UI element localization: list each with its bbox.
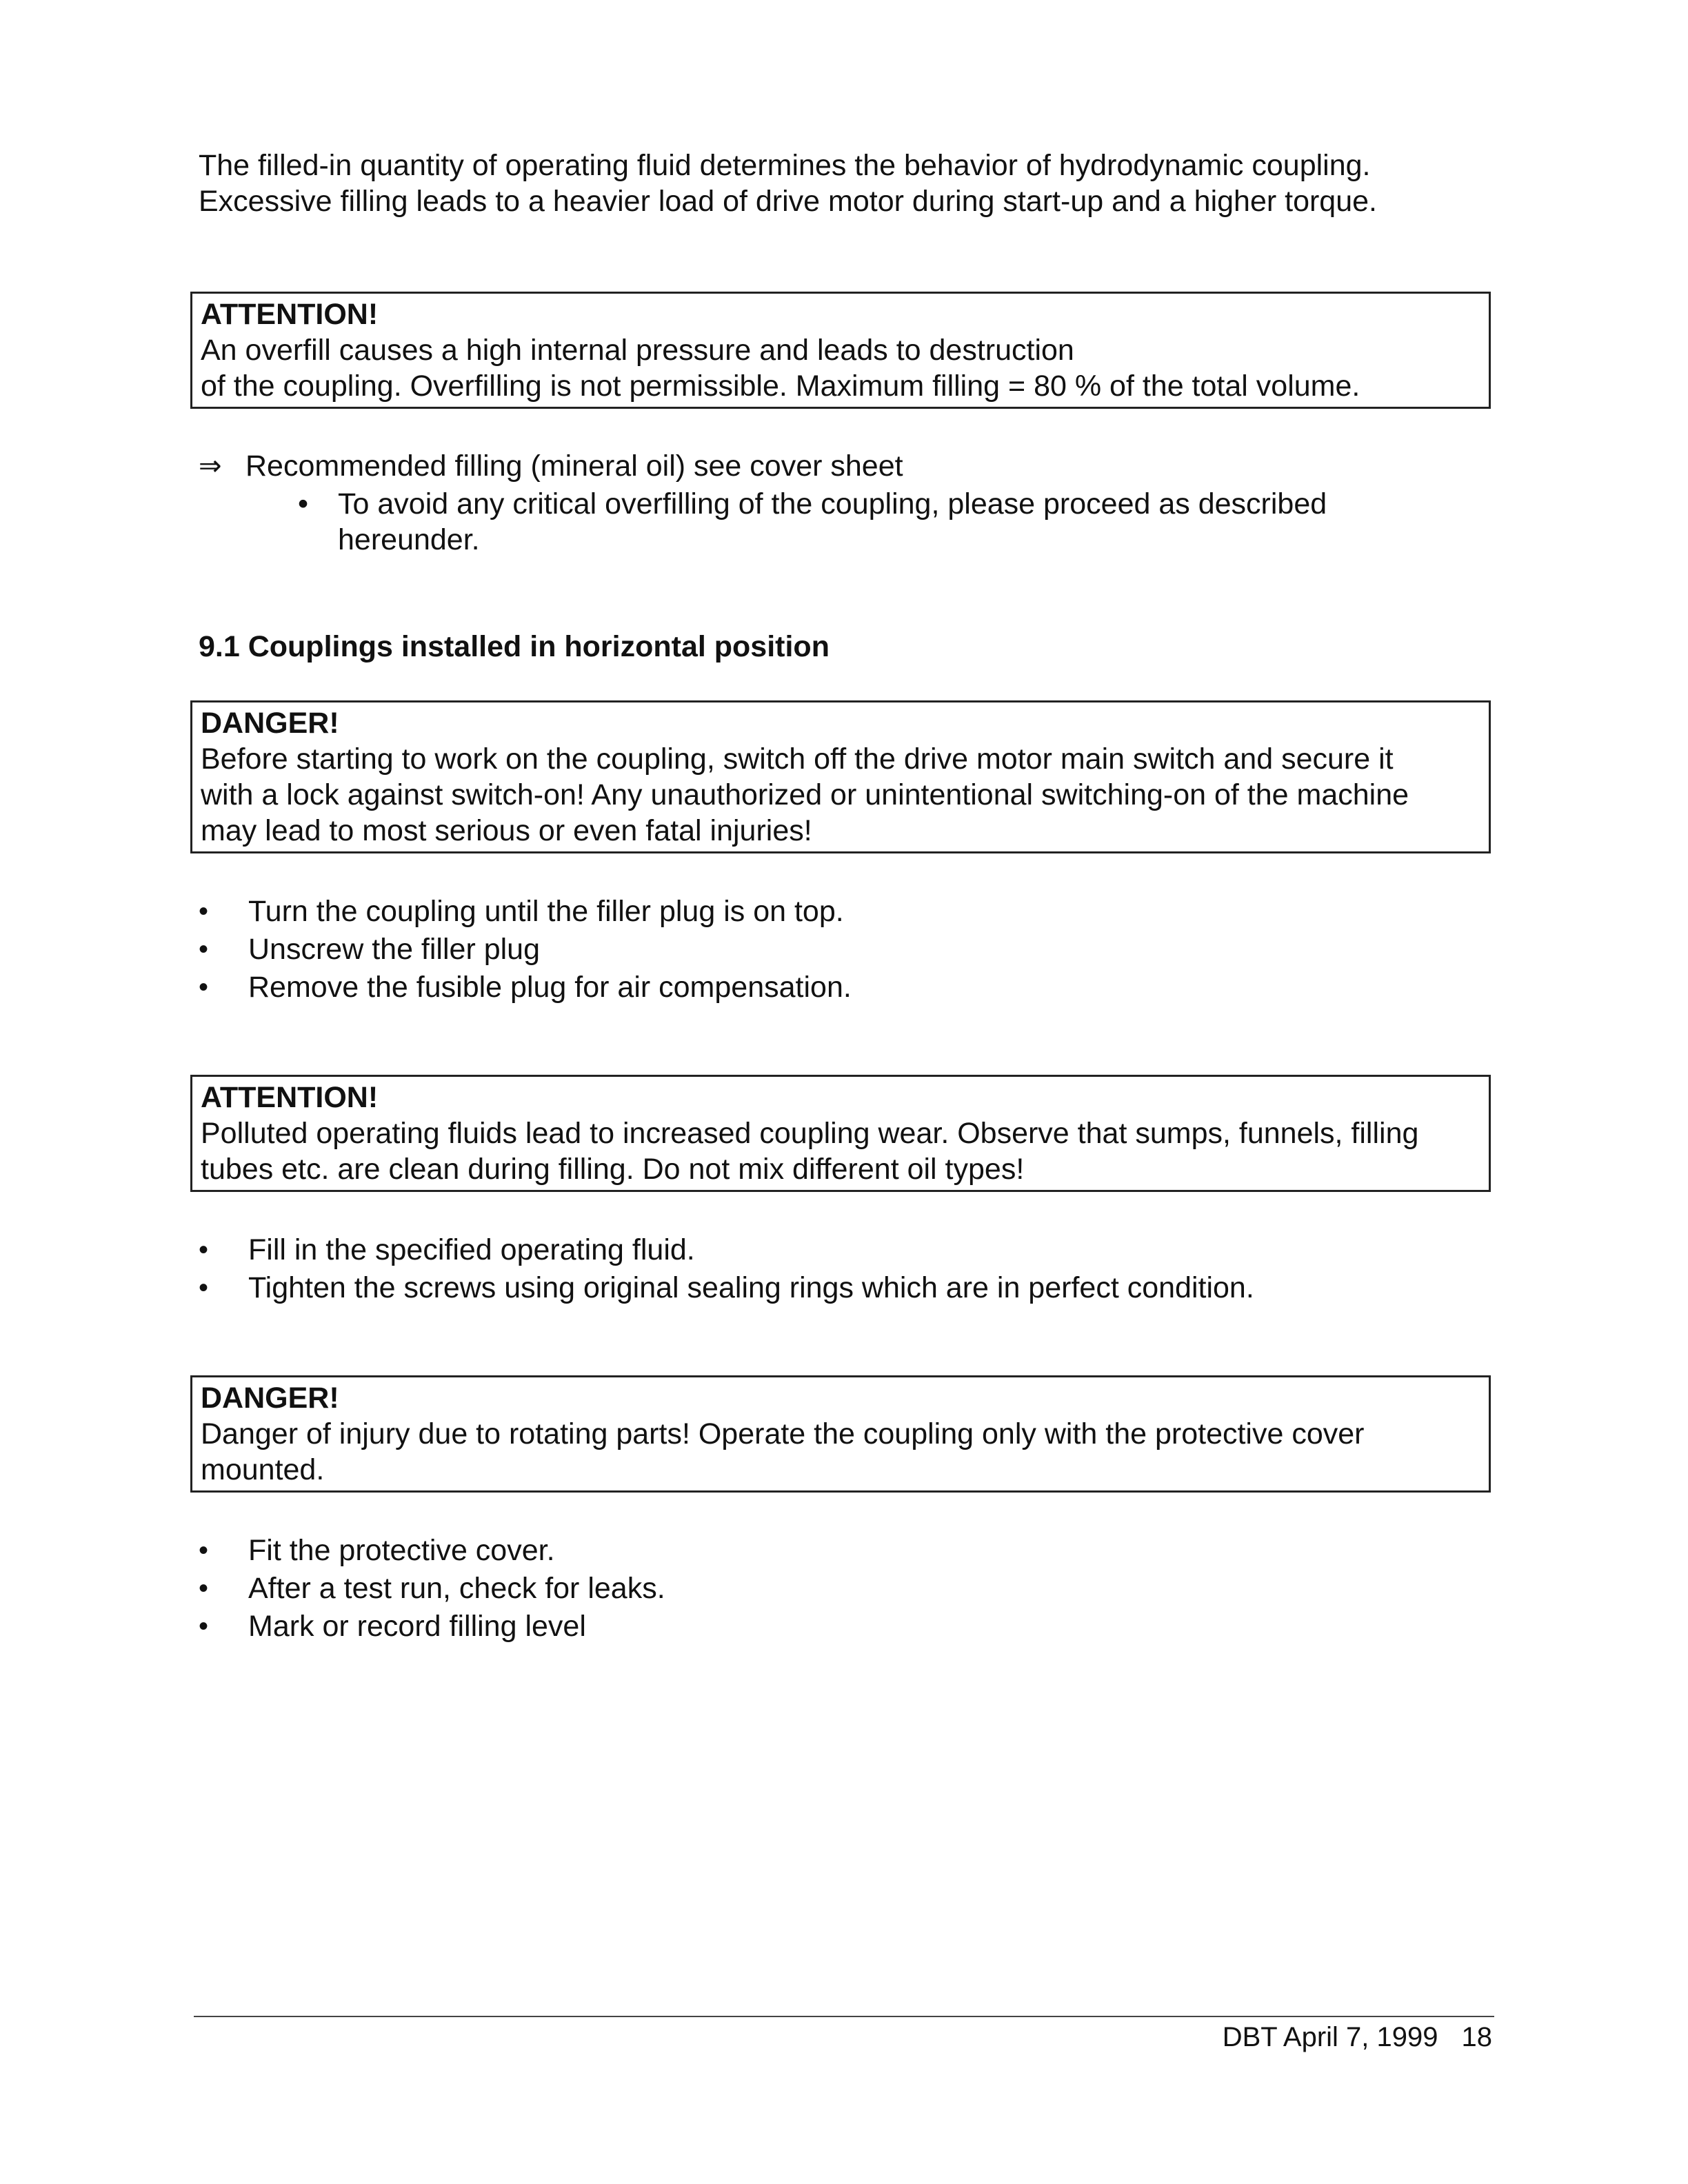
footer-date: DBT April 7, 1999 [1222,2022,1438,2052]
step-list-2 [199,1231,1254,1307]
list-item-text: Fit the protective cover. [248,1534,555,1567]
list-item [199,1570,665,1608]
danger-box-rotating-parts [190,1375,1491,1493]
overfill-advice-line-2: hereunder. [338,523,480,556]
danger-line-2: mounted. [201,1453,325,1486]
attention-line-2: tubes etc. are clean during filling. Do not mix different oil types! [201,1153,1025,1186]
danger-box-switch-off [190,700,1491,853]
bullet-icon: • [199,896,209,927]
attention-box-overfill [190,292,1491,409]
attention-line-1: An overfill causes a high internal pressure and leads to destruction [201,334,1074,367]
danger-title: DANGER! [201,1382,339,1415]
bullet-icon: • [298,487,309,520]
danger-line-1: Danger of injury due to rotating parts! Operate the coupling only with the protective cover [201,1417,1365,1450]
section-heading: 9.1 Couplings installed in horizontal position [199,630,830,663]
bullet-icon: • [199,934,209,964]
list-item [199,931,852,969]
intro-paragraph [199,148,1495,219]
list-item [199,1532,665,1570]
bullet-icon: • [199,1235,209,1265]
attention-line-2: of the coupling. Overfilling is not permissible. Maximum filling = 80 % of the total volume. [201,370,1360,403]
recommended-filling-text: Recommended filling (mineral oil) see cover sheet [245,449,903,483]
list-item [199,1608,665,1646]
bullet-icon: • [199,1611,209,1641]
overfill-advice-item [298,486,1401,558]
intro-line-1: The filled-in quantity of operating fluid determines the behavior of hydrodynamic coupling. [199,149,1371,182]
recommended-filling-item [199,448,903,484]
list-item-text: Unscrew the filler plug [248,933,541,966]
attention-line-1: Polluted operating fluids lead to increased coupling wear. Observe that sumps, funnels, filling [201,1117,1419,1150]
bullet-icon: • [199,1573,209,1604]
list-item [199,893,852,931]
step-list-1 [199,893,852,1007]
page-footer [1223,2020,1492,2054]
danger-title: DANGER! [201,707,339,740]
danger-line-3: may lead to most serious or even fatal injuries! [201,814,812,847]
bullet-icon: • [199,972,209,1002]
list-item [199,1231,1254,1269]
attention-title: ATTENTION! [201,298,379,331]
attention-box-polluted-fluids [190,1075,1491,1192]
list-item-text: Mark or record filling level [248,1610,586,1643]
step-list-3 [199,1532,665,1646]
list-item-text: Turn the coupling until the filler plug is on top. [248,895,844,928]
danger-line-1: Before starting to work on the coupling, switch off the drive motor main switch and secure it [201,742,1394,776]
danger-line-2: with a lock against switch-on! Any unauthorized or unintentional switching-on of the machine [201,778,1409,811]
list-item-text: After a test run, check for leaks. [248,1572,665,1605]
implies-arrow-icon: ⇒ [199,450,222,482]
list-item [199,969,852,1007]
footer-divider [194,2016,1494,2017]
list-item-text: Tighten the screws using original sealing rings which are in perfect condition. [248,1271,1254,1304]
list-item [199,1269,1254,1307]
list-item-text: Fill in the specified operating fluid. [248,1233,695,1266]
bullet-icon: • [199,1273,209,1303]
intro-line-2: Excessive filling leads to a heavier load of drive motor during start-up and a higher torque. [199,185,1377,218]
page-number: 18 [1461,2022,1492,2052]
attention-title: ATTENTION! [201,1081,379,1114]
overfill-advice-line-1: To avoid any critical overfilling of the coupling, please proceed as described [338,487,1327,520]
bullet-icon: • [199,1535,209,1566]
list-item-text: Remove the fusible plug for air compensation. [248,971,852,1004]
